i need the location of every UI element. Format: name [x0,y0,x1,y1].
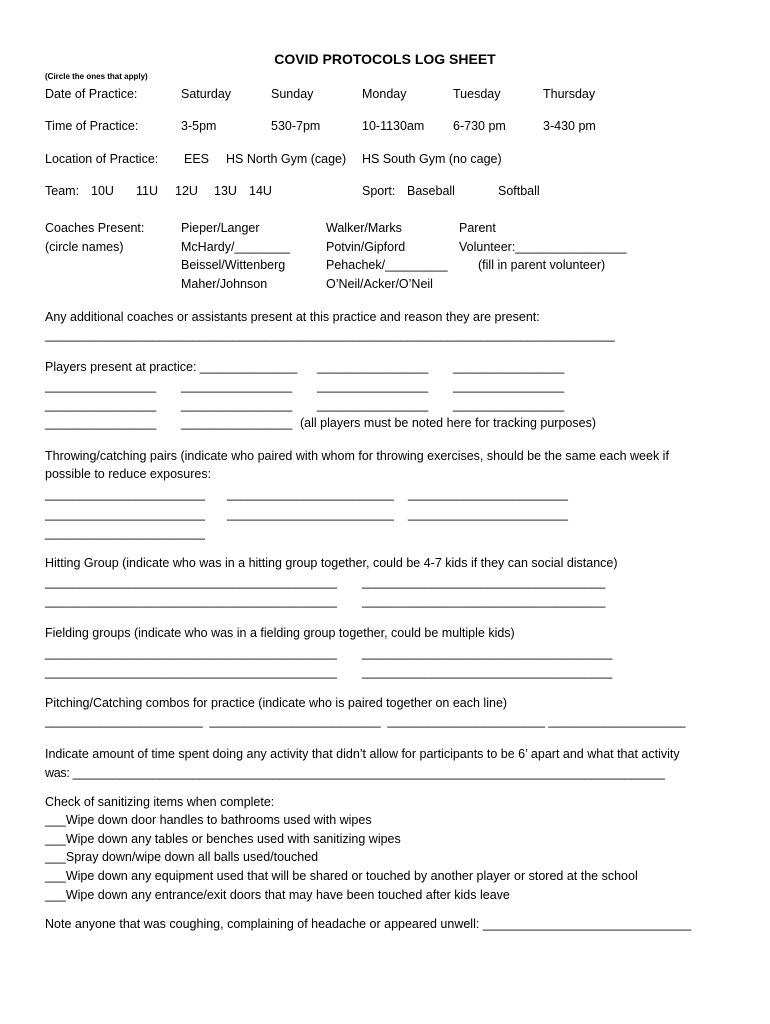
coach-name[interactable]: Maher/Johnson [181,277,268,291]
time-spent-prompt: Indicate amount of time spent doing any activity that didn’t allow for participants to be 6’ apart and what that activity [45,747,680,761]
sanitizing-checklist-item[interactable]: ___Spray down/wipe down all balls used/touched [45,850,319,864]
throwing-prompt: Throwing/catching pairs (indicate who paired with whom for throwing exercises, should be the same each week if [45,449,669,463]
player-field[interactable]: ________________ [317,398,429,412]
date-option-monday[interactable]: Monday [362,87,407,101]
sport-option-baseball[interactable]: Baseball [407,184,455,198]
date-option-sunday[interactable]: Sunday [271,87,314,101]
location-label: Location of Practice: [45,152,159,166]
throwing-pair-field[interactable]: _______________________ [45,487,205,501]
player-field[interactable]: ________________ [453,379,565,393]
player-field[interactable]: ________________ [45,416,157,430]
location-option-south-gym[interactable]: HS South Gym (no cage) [362,152,502,166]
throwing-prompt-cont: possible to reduce exposures: [45,467,212,481]
player-field[interactable]: ________________ [453,398,565,412]
circle-note: (Circle the ones that apply) [45,72,148,81]
fielding-prompt: Fielding groups (indicate who was in a fielding group together, could be multiple kids) [45,626,515,640]
coaches-label: Coaches Present: [45,221,145,235]
time-spent-field[interactable]: was: _________________________________________________________________________________________ [45,766,665,780]
time-option-2[interactable]: 530-7pm [271,119,321,133]
player-field[interactable]: ________________ [45,379,157,393]
team-option-13u[interactable]: 13U [214,184,237,198]
sanitizing-checklist-item[interactable]: ___Wipe down any tables or benches used with sanitizing wipes [45,832,401,846]
hitting-group-field[interactable]: ___________________________________ [362,594,606,608]
player-field[interactable]: ________________ [453,360,565,374]
sanitizing-heading: Check of sanitizing items when complete: [45,795,275,809]
throwing-pair-field[interactable]: _______________________ [408,507,568,521]
date-option-thursday[interactable]: Thursday [543,87,596,101]
player-field[interactable]: ________________ [317,379,429,393]
unwell-prompt-field[interactable]: Note anyone that was coughing, complaining of headache or appeared unwell: ______________________________ [45,917,692,931]
throwing-pair-field[interactable]: _______________________ [45,526,205,540]
team-option-12u[interactable]: 12U [175,184,198,198]
coach-name[interactable]: Beissel/Wittenberg [181,258,286,272]
sanitizing-checklist-item[interactable]: ___Wipe down any equipment used that will be shared or touched by another player or stored at the school [45,869,638,883]
time-option-4[interactable]: 6-730 pm [453,119,506,133]
fielding-group-field[interactable]: __________________________________________ [45,646,337,660]
fielding-group-field[interactable]: ____________________________________ [362,646,613,660]
pitching-prompt: Pitching/Catching combos for practice (indicate who is paired together on each line) [45,696,508,710]
parent-volunteer-field[interactable]: Volunteer:________________ [459,240,627,254]
page-title: COVID PROTOCOLS LOG SHEET [274,51,496,67]
parent-volunteer-label: Parent [459,221,496,235]
coach-name[interactable]: Walker/Marks [326,221,402,235]
sanitizing-checklist-item[interactable]: ___Wipe down any entrance/exit doors that may have been touched after kids leave [45,888,510,902]
player-field[interactable]: ________________ [181,379,293,393]
players-note: (all players must be noted here for tracking purposes) [300,416,596,430]
sport-option-softball[interactable]: Softball [498,184,540,198]
coach-name[interactable]: Potvin/Gipford [326,240,406,254]
hitting-group-field[interactable]: ___________________________________ [362,575,606,589]
team-option-10u[interactable]: 10U [91,184,114,198]
coach-name[interactable]: McHardy/________ [181,240,291,254]
additional-coaches-prompt: Any additional coaches or assistants present at this practice and reason they are present: [45,310,540,324]
player-field[interactable]: ________________ [181,416,293,430]
throwing-pair-field[interactable]: ________________________ [227,487,394,501]
throwing-pair-field[interactable]: _______________________ [45,507,205,521]
player-field[interactable]: ________________ [317,360,429,374]
fielding-group-field[interactable]: __________________________________________ [45,665,337,679]
hitting-group-field[interactable]: __________________________________________ [45,575,337,589]
location-option-north-gym[interactable]: HS North Gym (cage) [226,152,347,166]
team-label: Team: [45,184,80,198]
sport-label: Sport: [362,184,396,198]
sanitizing-checklist-item[interactable]: ___Wipe down door handles to bathrooms used with wipes [45,813,372,827]
players-prompt[interactable]: Players present at practice: ______________ [45,360,298,374]
time-option-3[interactable]: 10-1130am [362,119,425,133]
team-option-11u[interactable]: 11U [136,184,159,198]
coach-name[interactable]: O’Neil/Acker/O’Neil [326,277,433,291]
throwing-pair-field[interactable]: _______________________ [408,487,568,501]
fielding-group-field[interactable]: ____________________________________ [362,665,613,679]
coach-name[interactable]: Pehachek/_________ [326,258,448,272]
time-option-5[interactable]: 3-430 pm [543,119,596,133]
time-option-1[interactable]: 3-5pm [181,119,217,133]
hitting-group-field[interactable]: __________________________________________ [45,594,337,608]
parent-volunteer-hint: (fill in parent volunteer) [478,258,606,272]
player-field[interactable]: ________________ [45,398,157,412]
player-field[interactable]: ________________ [181,398,293,412]
date-label: Date of Practice: [45,87,138,101]
date-option-tuesday[interactable]: Tuesday [453,87,501,101]
throwing-pair-field[interactable]: ________________________ [227,507,394,521]
coaches-sublabel: (circle names) [45,240,124,254]
team-option-14u[interactable]: 14U [249,184,272,198]
date-option-saturday[interactable]: Saturday [181,87,232,101]
additional-coaches-field[interactable]: _____________________________________________________________________________________ [45,328,615,342]
location-option-ees[interactable]: EES [184,152,210,166]
pitching-combos-field[interactable]: _______________________ _________________________ _______________________ ____________________ [45,714,686,728]
hitting-prompt: Hitting Group (indicate who was in a hitting group together, could be 4-7 kids if they can social distance) [45,556,618,570]
time-label: Time of Practice: [45,119,139,133]
coach-name[interactable]: Pieper/Langer [181,221,260,235]
